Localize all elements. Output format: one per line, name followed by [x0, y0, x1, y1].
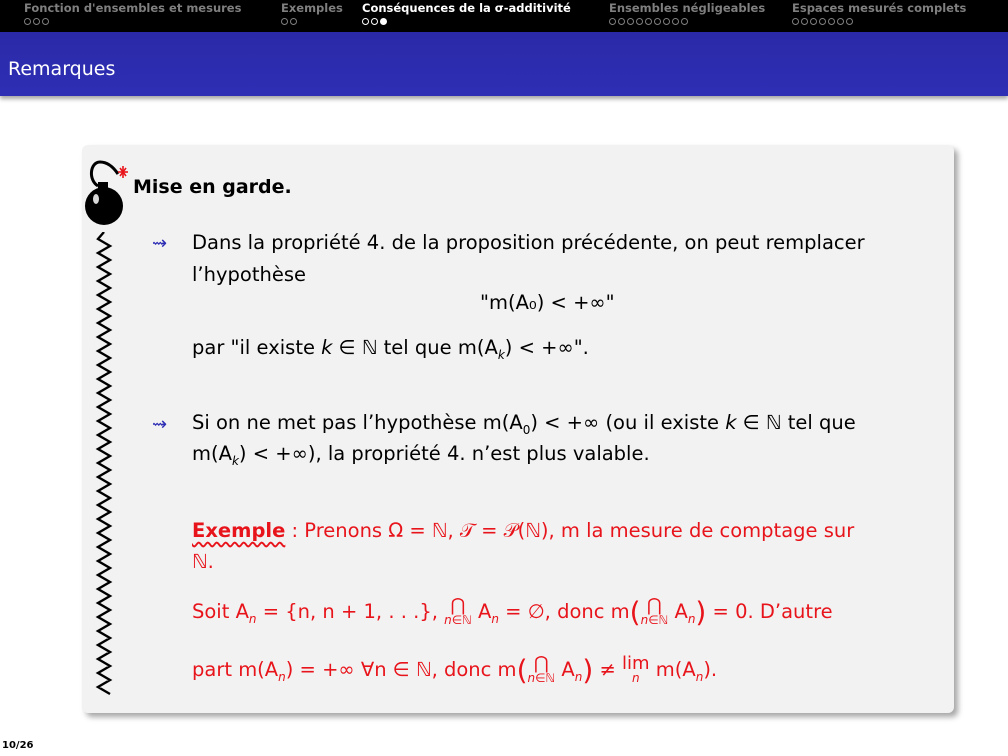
nav-dot[interactable] [33, 18, 40, 25]
nav-dot[interactable] [281, 18, 288, 25]
limit-operator: lim n [622, 652, 650, 685]
nav-dot[interactable] [290, 18, 297, 25]
nav-dot[interactable] [672, 18, 679, 25]
nav-dot[interactable] [42, 18, 49, 25]
nav-dots [609, 16, 765, 26]
nav-dot[interactable] [819, 18, 826, 25]
nav-dot[interactable] [663, 18, 670, 25]
example-line3: Soit $A_n = \{n$, n + 1, . . .}, ⋂ n∈ℕ $A_n$ = ∅, donc m( ⋂ n∈ℕ $A_n) = 0$. D’autre [192, 594, 833, 629]
nav-dot[interactable] [362, 18, 369, 25]
example-line4: part $m(A_n)$ = +∞ ∀n ∈ ℕ, donc m( ⋂ n∈ℕ $A_n$) ≠ lim n $m(A_n)$. [192, 652, 718, 687]
item2-line2: $m(A_k)$ < +∞), la propriété 4. n’est plus valable. [192, 442, 650, 468]
nav-section-negligeables[interactable]: Ensembles négligeables [609, 2, 765, 26]
zigzag-decoration [94, 232, 114, 697]
example-line1: Exemple : Prenons Ω = ℕ, 𝒯 = 𝒫(ℕ), m la mesure de comptage sur [192, 519, 855, 542]
nav-dot[interactable] [371, 18, 378, 25]
nav-section-complets[interactable]: Espaces mesurés complets [792, 2, 966, 26]
item1-line2: l’hypothèse [192, 263, 306, 286]
page-number: 10/26 [2, 740, 34, 751]
nav-section-consequences[interactable]: Conséquences de la σ-additivité [362, 2, 571, 26]
item2-line1: Si on ne met pas l’hypothèse $m(A_0)$ < +∞ (ou il existe k ∈ ℕ tel que [192, 411, 856, 437]
frame-title-bar [0, 32, 1008, 96]
nav-dot-current[interactable] [380, 18, 387, 25]
nav-dot[interactable] [810, 18, 817, 25]
item1-formula: "m(A₀) < +∞" [480, 291, 615, 314]
nav-dot[interactable] [618, 18, 625, 25]
example-label: Exemple [192, 519, 286, 542]
nav-section-fonction[interactable]: Fonction d'ensembles et mesures [24, 2, 241, 26]
nav-dot[interactable] [792, 18, 799, 25]
nav-dot[interactable] [24, 18, 31, 25]
nav-dots [792, 16, 966, 26]
intersection-operator: ⋂ n∈ℕ [444, 594, 472, 627]
nav-dot[interactable] [846, 18, 853, 25]
item1-line3: par "il existe k ∈ ℕ tel que $m(A_k)$ < +∞". [192, 336, 589, 362]
bomb-icon [84, 154, 130, 226]
section-navigation [0, 0, 1008, 32]
nav-dots [362, 16, 571, 26]
nav-dot[interactable] [828, 18, 835, 25]
warning-heading: Mise en garde. [133, 176, 292, 198]
frame-title: Remarques [8, 58, 116, 80]
squiggle-arrow-icon: ⇝ [152, 414, 168, 435]
nav-dot[interactable] [627, 18, 634, 25]
example-line2: ℕ. [192, 550, 214, 573]
nav-dot[interactable] [636, 18, 643, 25]
intersection-operator: ⋂ n∈ℕ [640, 594, 669, 627]
nav-section-exemples[interactable]: Exemples [281, 2, 343, 26]
nav-dot[interactable] [681, 18, 688, 25]
nav-dot[interactable] [837, 18, 844, 25]
nav-dot[interactable] [645, 18, 652, 25]
nav-dot[interactable] [801, 18, 808, 25]
nav-dots [281, 16, 343, 26]
squiggle-arrow-icon: ⇝ [152, 233, 168, 254]
intersection-operator: ⋂ n∈ℕ [527, 652, 556, 685]
nav-dot[interactable] [654, 18, 661, 25]
item1-line1: Dans la propriété 4. de la proposition précédente, on peut remplacer [192, 231, 865, 254]
nav-dot[interactable] [609, 18, 616, 25]
nav-dots [24, 16, 241, 26]
